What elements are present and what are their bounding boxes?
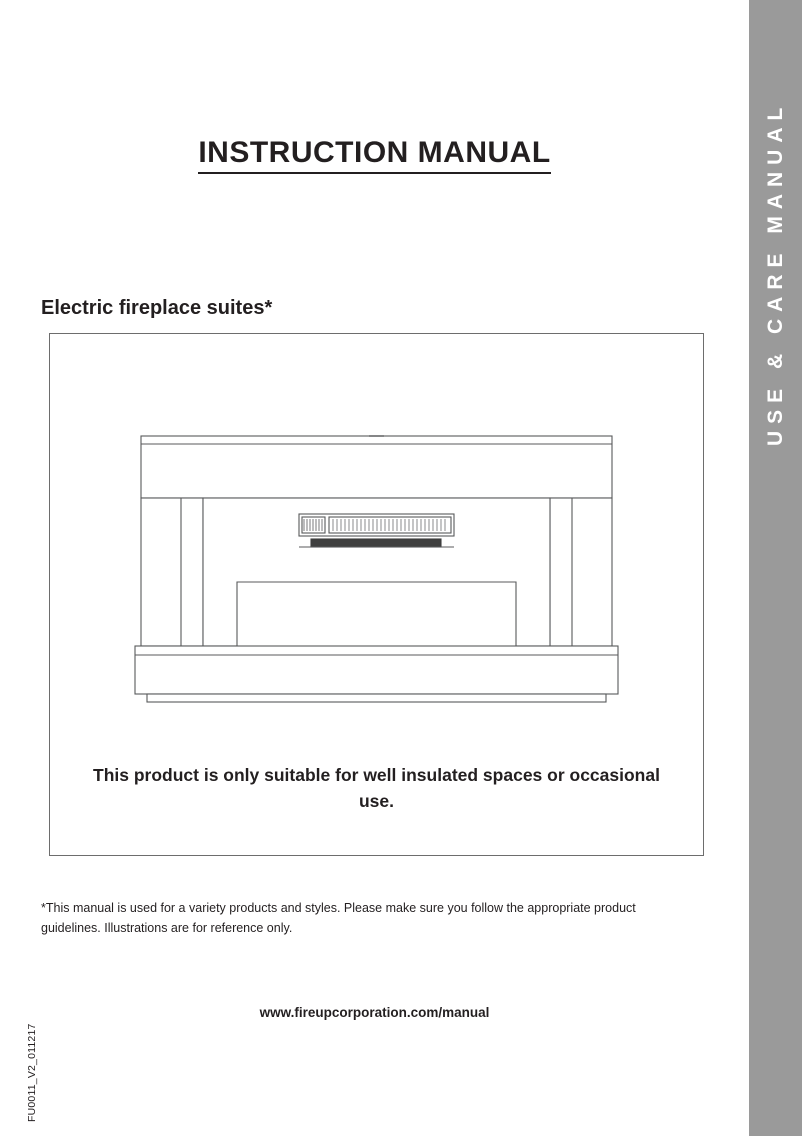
product-subtitle: Electric fireplace suites* <box>41 297 273 319</box>
manual-website-link[interactable]: www.fireupcorporation.com/manual <box>259 1005 490 1020</box>
page-title <box>0 136 749 170</box>
side-band-label: USE & CARE MANUAL <box>763 100 787 446</box>
fireplace-illustration <box>133 434 620 704</box>
page-title-text: INSTRUCTION MANUAL <box>198 136 550 174</box>
product-warning-caption: This product is only suitable for well insulated spaces or occasional use. <box>93 765 660 812</box>
footnote-text: *This manual is used for a variety products and styles. Please make sure you follow the appropriate product guidelines. Illustrations are for reference only. <box>41 901 636 935</box>
side-band <box>749 0 802 1136</box>
document-code: FU0011_V2_011217 <box>26 1023 38 1122</box>
illustration-frame <box>49 333 704 856</box>
